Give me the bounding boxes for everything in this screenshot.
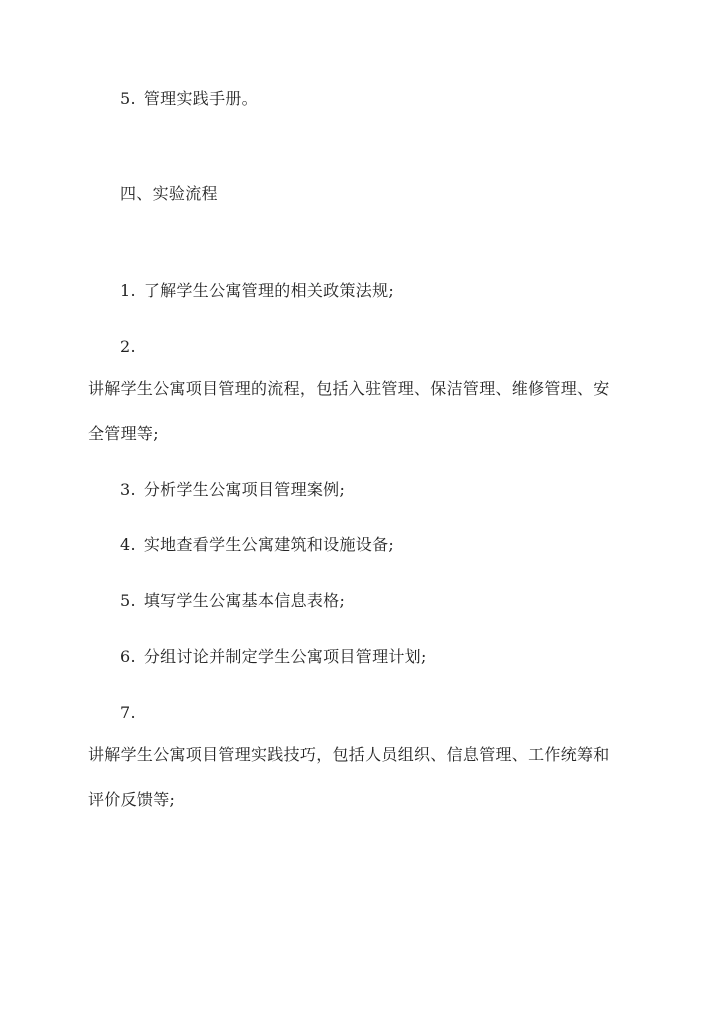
list-number: 1.: [120, 281, 136, 300]
section-heading: 四、实验流程: [120, 184, 218, 203]
step-7-number: 7.: [120, 703, 136, 722]
step-4: [120, 535, 394, 555]
list-text: 分析学生公寓项目管理案例;: [143, 480, 346, 499]
list-text: 了解学生公寓管理的相关政策法规;: [143, 281, 395, 300]
step-2-number: 2.: [120, 337, 136, 356]
list-text: 分组讨论并制定学生公寓项目管理计划;: [143, 647, 427, 666]
step-7-text-line2: 评价反馈等;: [88, 790, 176, 809]
step-5: [120, 591, 345, 611]
step-3: [120, 480, 345, 500]
step-2-text-line1: 讲解学生公寓项目管理的流程，包括入驻管理、保洁管理、维修管理、安: [88, 379, 610, 398]
list-number: 5.: [120, 591, 136, 610]
list-text: 填写学生公寓基本信息表格;: [143, 591, 346, 610]
list-number: 3.: [120, 480, 136, 499]
material-item-5: [120, 89, 258, 109]
step-1: [120, 281, 394, 301]
list-text: 管理实践手册。: [143, 89, 258, 108]
list-text: 实地查看学生公寓建筑和设施设备;: [143, 535, 395, 554]
step-6: [120, 647, 427, 667]
step-2-text-line2: 全管理等;: [88, 424, 159, 443]
step-7-text-line1: 讲解学生公寓项目管理实践技巧，包括人员组织、信息管理、工作统筹和: [88, 745, 610, 764]
list-number: 5.: [120, 89, 136, 108]
list-number: 6.: [120, 647, 136, 666]
list-number: 4.: [120, 535, 136, 554]
